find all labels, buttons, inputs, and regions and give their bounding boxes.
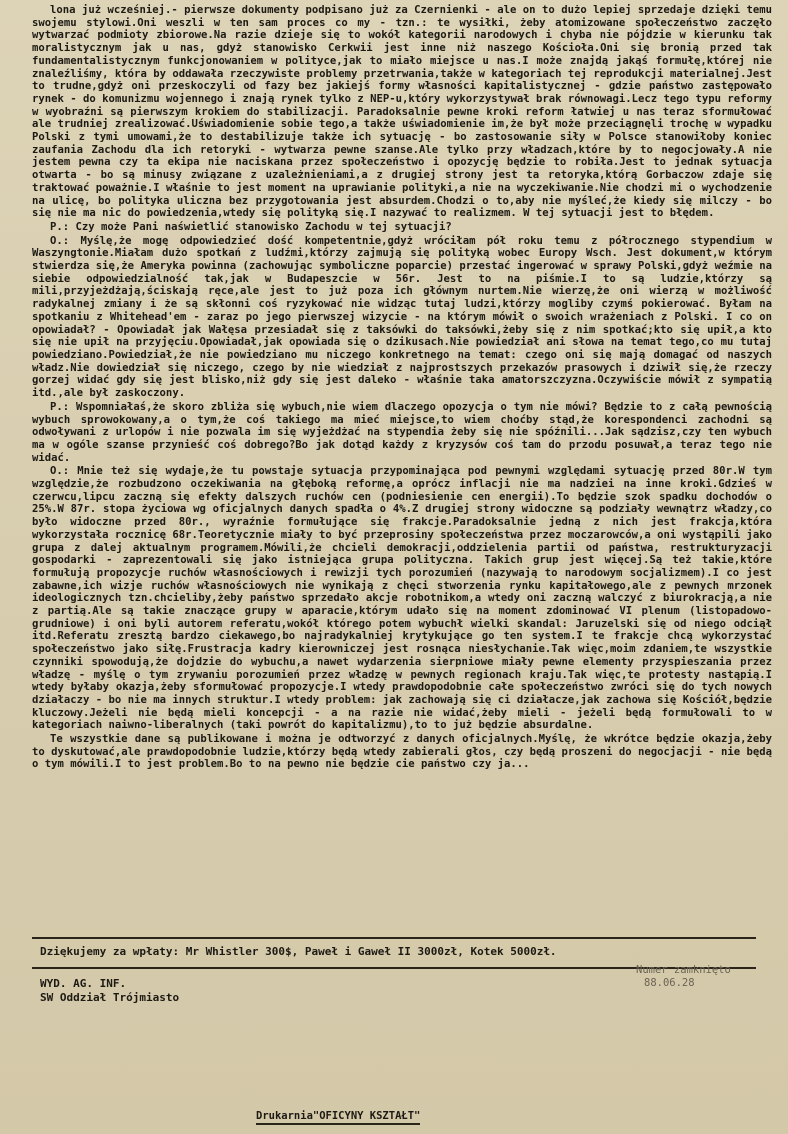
- publisher-imprint: [40, 977, 179, 1005]
- paragraph: P.: Wspomniałaś,że skoro zbliża się wybuch,nie wiem dlaczego opozycja o tym nie mówi? Będzie to z całą pewnością wybuch sprowokowany,a o tym,że coś takiego ma mieć miejsce,to wiem choćby stąd,że korespondenci zachodni są odwoływani z urlopów i nie pozwala im się wyjeżdżać na stypendia żeby się nie spóźnili...Jak sądzisz,czy ten wybuch ma w ogóle szanse przynieść coś dobrego?Bo jak dotąd każdy z kryzysów coś tam do przodu posuwał,a teraz tego nie widać.: [32, 400, 772, 464]
- paragraph: lona już wcześniej.- pierwsze dokumenty podpisano już za Czernienki - ale on to dużo lepiej sprzedaje dzięki temu swojemu stylowi.Oni weszli w ten sam proces co my - tzn.: te wysiłki, żeby atomizowane społeczeństwo zaczęło wytwarzać podmioty zbiorowe.Na razie dzieje się to wokół kategorii narodowych i chyba nie pójdzie w kierunku tak moralistycznym jak u nas, gdyż stanowisko Cerkwii jest inne niż naszego Kościoła.Oni się bronią przed tak fundamentalistycznym funkcjonowaniem w polityce,jak to miało miejsce u nas.I może znajdą jakąś formułę,której nie znaleźliśmy, która by oddawała rzeczywiste problemy przetrwania,także w kategoriach tej reprodukcji materialnej.Jest to trudne,gdyż oni przeskoczyli od fazy bez jakiejś formy własności kapitalistycznej - gdzie państwo zastępowało rynek - do komunizmu wojennego i znają rynek tylko z NEP-u,który wykorzystywał brak równowagi.Lecz tego typu reformy w wyobraźni są pierwszym krokiem do stabilizacji. Paradoksalnie pewne kroki reform łatwiej u nas teraz sformułować ale trudniej zrealizować.Uświadomienie sobie tego,a także uświadomienie im,że był może przeciągnęli trochę w wypadku Polski z tymi umowami,że to destabilizuje także ich sytuację - bo zastosowanie siły w Polsce stanowiłoby koniec zaufania Zachodu dla ich retoryki - wytwarza pewne szanse.Ale tylko przy władzach,które by to negocjowały.A nie jestem pewna czy ta ekipa nie naciskana przez społeczeństwo i opozycję będzie to robiła.Jest to jednak sytuacja otwarta - bo są minusy związane z uzależnieniami,a z drugiej strony jest ta retoryka,którą Gorbaczow zdaje się traktować poważnie.I właśnie to jest moment na uprawianie polityki,a nie na wyczekiwanie.Nie chodzi mi o wychodzenie na ulicę, bo polityka uliczna bez przygotowania jest absurdem.Chodzi o to,aby nie myśleć,że kiedy się milczy - bo się nie ma nic do powiedzenia,wtedy się polityką się.I nazywać to realizmem. W tej sytuacji jest to błędem.: [32, 4, 772, 220]
- divider-top: [32, 937, 756, 939]
- paragraph: Te wszystkie dane są publikowane i można je odtworzyć z danych oficjalnych.Myślę, że wkrótce będzie okazja,żeby to dyskutować,ale prawdopodobnie ludzie,którzy będą wtedy zabierali głos, czy będą proszeni do negocjacji - nie będą o tym mówili.I to jest problem.Bo to na pewno nie będzie cie państwo czy ja...: [32, 733, 772, 771]
- printer-imprint: Drukarnia"OFICYNY KSZTAŁT": [256, 1110, 420, 1125]
- issue-closed-date: 88.06.28: [644, 977, 695, 989]
- paragraph: O.: Mnie też się wydaje,że tu powstaje sytuacja przypominająca pod pewnymi względami sytuację przed 80r.W tym względzie,że rozbudzono oczekiwania na głęboką reformę,a oprócz inflacji nie ma nadziei na inne kroki.Gdzieś w czerwcu,lipcu zaczną się efekty dalszych ruchów cen (podniesienie cen energii).To będzie szok spadku dochodów o 25%.W 87r. stopa życiowa wg oficjalnych danych spadła o 4%.Z drugiej strony widoczne są podziały wewnątrz władzy,co było widoczne przed 80r., wyraźnie formułujące się frakcje.Paradoksalnie jedną z nich jest frakcja,która wykorzystała rocznicę 68r.Teoretycznie miały to być przeprosiny społeczeństwa przez moczarowców,a oni wystąpili jako grupa z dalej aktualnym programem.Mówili,że chcieli demokracji,oddzielenia partii od państwa, restrukturyzacji gospodarki - zaprezentowali się jako istniejąca grupa polityczna. Takich grup jest więcej.Są też takie,które formułują propozycje ruchów własnościowych i rewizji tych porozumień (nazywają to narodowym socjalizmem).I co jest zabawne,ich wizje ruchów własnościowych nie wynikają z chęci stworzenia rynku kapitałowego,ale z pewnych mrzonek ideologicznych tzn.chcieliby,żeby państwo sprzedało akcje robotnikom,a wtedy oni zaczną walczyć z biurokracją,a nie z partią.Ale są takie znaczące grupy w aparacie,którym udało się na moment zdominować VI plenum (listopadowo-grudniowe) i oni byli autorem referatu,wokół którego potem wybuchł wielki skandal: Jaruzelski się od niego odciął itd.Referatu zresztą bardzo ciekawego,bo najradykalniej krytykujące go ten system.I te frakcje chcą wykorzystać społeczeństwo jako siłę.Frustracja kadry kierowniczej jest rosnąca niesłychanie.Tak więc,moim zdaniem,te wszystkie czynniki spowodują,że dojdzie do wybuchu,a nawet wydarzenia sierpniowe miały pewne elementy przyspieszania przez władzę - myślę o tym zrywaniu porozumień przez władzę w pewnych regionach kraju.Tak więc,te protesty nastąpią.I wtedy byłaby okazja,żeby sformułować propozycje.I wtedy prawdopodobnie całe społeczeństwo zwróci się do tych nowych działaczy - bo nie ma innych struktur.I wtedy problem: jak zachowają się ci działacze,jak zachowa się Kościół,będzie kluczowy.Jeżeli nie będą mieli koncepcji - a na razie nie widać,żeby mieli - jeżeli będą formułowali to w kategoriach naiwno-liberalnych (taki powrót do kapitalizmu),to to już będzie absurdalne.: [32, 465, 772, 732]
- paragraph: P.: Czy może Pani naświetlić stanowisko Zachodu w tej sytuacji?: [50, 220, 452, 233]
- issue-closed-label: Numer zamknięto: [636, 964, 731, 976]
- issue-closed-stamp: [636, 964, 731, 990]
- publisher-branch: SW Oddział Trójmiasto: [40, 991, 180, 1004]
- donations-thanks: Dziękujemy za wpłaty: Mr Whistler 300$, Paweł i Gaweł II 3000zł, Kotek 5000zł.: [40, 945, 557, 958]
- article-body: [32, 4, 772, 771]
- publisher-name: WYD. AG. INF.: [40, 977, 127, 990]
- paragraph: O.: Myślę,że mogę odpowiedzieć dość kompetentnie,gdyż wróciłam pół roku temu z półrocznego stypendium w Waszyngtonie.Miałam dużo spotkań z ludźmi,którzy zajmują się polityką wobec Europy Wsch. Jest dokument,w którym stwierdza się,że Ameryka powinna (zachowując symboliczne poparcie) przestać ingerować w sprawy Polski,gdyż weźmie na siebie odpowiedzialność tak,jak w Budapeszcie w 56r. Jest to na piśmie.I to są ludzie,którzy są mili,przyjeżdżają,ściskają ręce,ale jest to już poza ich głównym nurtem.Nie wierzę,że oni wierzą w możliwość radykalnej zmiany i że są skłonni coś ryzykować nie widząc tutaj ludzi,którzy mogliby czymś pokierować. Byłam na spotkaniu z Whitehead'em - zaraz po jego pierwszej wizycie - na którym mówił o swoich wrażeniach z Polski. I co on opowiadał? - Opowiadał jak Wałęsa przesiadał się z taksówki do taksówki,żeby się z nim spotkać;kto się upił,a kto się nie upił na przyjęciu.Opowiadał,jak opowiada się o dzikusach.Nie powiedział ani słowa na temat tego,co mu tutaj powiedziano.Powiedział,że nie powiedziano mu niczego konkretnego na temat: czego oni się mają domagać od naszych władz.Nie dowiedział się niczego, czego by nie wiedział z najprostszych przekazów prasowych i dziwił się,że rzeczy gorzej widać gdy się jest blisko,niż gdy się jest daleko - właśnie taka amatorszczyzna.Oczywiście mówił z sympatią itd.,ale był zaskoczony.: [32, 234, 772, 400]
